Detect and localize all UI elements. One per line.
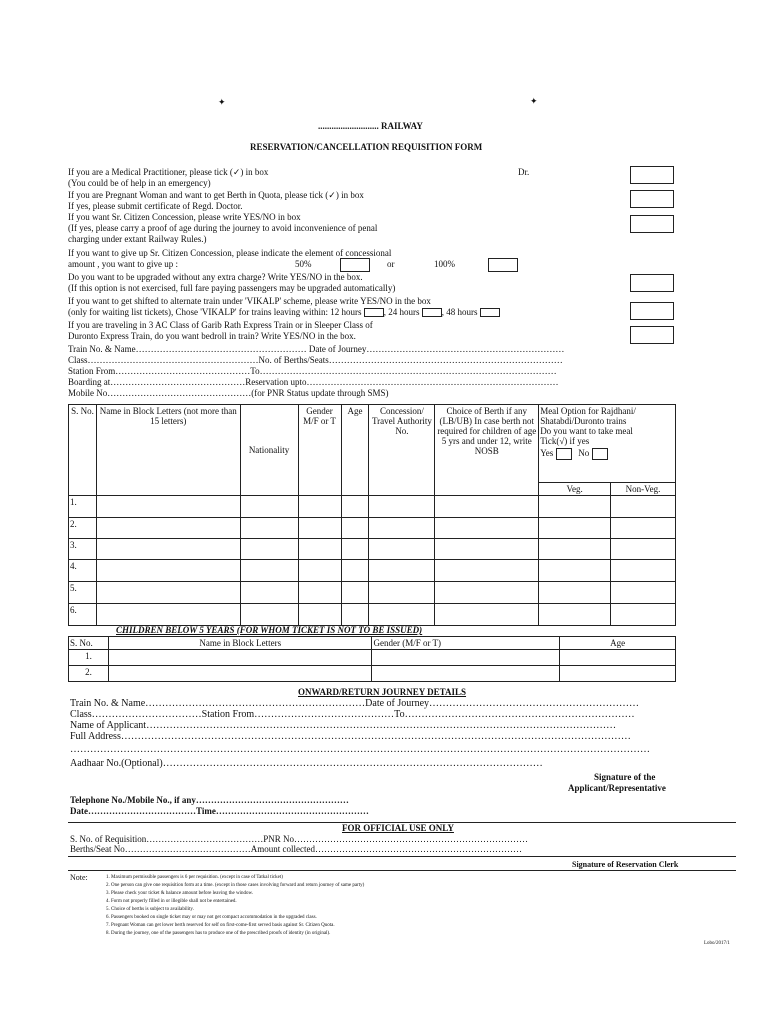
onward-train-date-field[interactable]: Train No. & Name…………………………………………………………Date of Journey……………………………………………………… — [70, 698, 640, 709]
q-bedroll-line2: Duronto Express Train, do you want bedroll in train? Write YES/NO in the box. — [68, 331, 356, 341]
row-number: 5. — [69, 582, 97, 604]
cell-berth[interactable] — [435, 518, 539, 539]
q-pregnant-line2: If yes, please submit certificate of Regd. Doctor. — [68, 201, 243, 211]
official-bottom-divider — [68, 856, 736, 857]
cell-nonveg[interactable] — [611, 582, 676, 604]
cell-veg[interactable] — [539, 518, 611, 539]
row-number: 2. — [69, 518, 97, 539]
cell-berth[interactable] — [435, 539, 539, 560]
meal-header-line1: Meal Option for Rajdhani/ — [540, 406, 636, 416]
senior-citizen-box[interactable] — [630, 215, 674, 233]
q-bedroll-line1: If you are traveling in 3 AC Class of Garib Rath Express Train or in Sleeper Class of — [68, 320, 373, 330]
note-item: 4. Form not properly filled in or illegible shall not be entertained. — [106, 899, 237, 904]
q-vikalp-12h-label: (only for waiting list tickets), Chose 'VIKALP' for trains leaving within: 12 hours — [68, 307, 362, 317]
clerk-signature-label: Signature of Reservation Clerk — [572, 860, 679, 869]
cell-nationality[interactable] — [240, 539, 298, 560]
cell-gender[interactable] — [298, 582, 341, 604]
q-senior-line3: charging under extant Railway Rules.) — [68, 234, 207, 244]
official-requisition-pnr-field: S. No. of Requisition…………………………………PNR No…………………………………………………………………… — [70, 834, 529, 844]
q-giveup-100-label: 100% — [434, 259, 455, 269]
children-col-gender-header: Gender (M/F or T) — [372, 637, 560, 650]
journey-boarding-field[interactable]: Boarding at………………………………………Reservation upto………………………………………………………………………… — [68, 377, 559, 387]
cell-veg[interactable] — [539, 560, 611, 582]
passenger-row — [69, 604, 676, 626]
vikalp-12h-box[interactable] — [364, 308, 384, 317]
children-row — [69, 650, 676, 666]
note-item: 3. Please check your ticket & balance amount before leaving the window. — [106, 891, 253, 896]
cell-nationality[interactable] — [240, 518, 298, 539]
q-medical-line1: If you are a Medical Practitioner, please tick (✓) in box — [68, 167, 269, 177]
applicant-signature-label1: Signature of the — [594, 772, 656, 782]
official-section-title: FOR OFFICIAL USE ONLY — [342, 823, 454, 833]
cell-age[interactable] — [560, 666, 676, 682]
vikalp-24h-box[interactable] — [422, 308, 442, 317]
q-vikalp-24h-label: , 24 hours — [383, 307, 420, 317]
giveup-100-box[interactable] — [488, 258, 518, 272]
q-senior-line2: (If yes, please carry a proof of age during the journey to avoid inconvenience of penal — [68, 223, 378, 233]
cell-nonveg[interactable] — [611, 518, 676, 539]
cell-gender[interactable] — [372, 666, 560, 682]
applicant-name-field[interactable]: Name of Applicant…………………………………………………………………………………………………………………………… — [70, 720, 617, 731]
form-code: Lobo/2017/1 — [704, 941, 730, 946]
cell-berth[interactable] — [435, 604, 539, 626]
col-nationality-header: Nationality — [240, 405, 298, 496]
q-medical-line2: (You could be of help in an emergency) — [68, 178, 211, 188]
cell-name[interactable] — [96, 496, 240, 518]
cell-gender[interactable] — [298, 518, 341, 539]
cell-gender[interactable] — [298, 560, 341, 582]
cell-nonveg[interactable] — [611, 604, 676, 626]
cell-berth[interactable] — [435, 496, 539, 518]
q-giveup-line1: If you want to give up Sr. Citizen Concession, please indicate the element of concessional — [68, 248, 392, 258]
cell-name[interactable] — [96, 560, 240, 582]
stray-mark: ✦ — [530, 96, 538, 106]
cell-name[interactable] — [96, 539, 240, 560]
cell-name[interactable] — [108, 650, 372, 666]
col-concession-header: Concession/ Travel Authority No. — [369, 405, 435, 496]
col-name-header: Name in Block Letters (not more than 15 letters) — [96, 405, 240, 496]
col-meal-header — [539, 405, 676, 483]
q-giveup-or: or — [387, 259, 395, 269]
note-item: 7. Pregnant Woman can get lower berth reserved for self on first-come-first served basis against Sr. Citizen Quota. — [106, 923, 335, 928]
children-col-sno-header: S. No. — [69, 637, 109, 650]
children-col-name-header: Name in Block Letters — [108, 637, 372, 650]
meal-no-label: No — [578, 448, 590, 459]
cell-veg[interactable] — [539, 496, 611, 518]
q-vikalp-48h-label: , 48 hours — [441, 307, 478, 317]
q-upgrade-line2: (If this option is not exercised, full fare paying passengers may be upgraded automatically) — [68, 283, 396, 293]
q-vikalp-line1: If you want to get shifted to alternate train under 'VIKALP' scheme, please write YES/NO in the box — [68, 296, 431, 306]
date-time-field[interactable]: Date………………………………Time…………………………………………… — [70, 806, 369, 816]
applicant-signature-label2: Applicant/Representative — [568, 783, 666, 793]
row-number: 6. — [69, 604, 97, 626]
stray-mark: ✦ — [218, 97, 226, 107]
q-upgrade-line1: Do you want to be upgraded without any extra charge? Write YES/NO in the box. — [68, 272, 363, 282]
note-item: 8. During the journey, one of the passengers has to produce one of the prescribed proofs of identity (in original). — [106, 931, 331, 936]
cell-nationality[interactable] — [240, 604, 298, 626]
passenger-row — [69, 560, 676, 582]
meal-yes-no-row — [540, 448, 674, 460]
col-berth-header: Choice of Berth if any (LB/UB) In case berth not required for children of age 5 yrs and under 12, write NOSB — [435, 405, 539, 496]
children-col-age-header: Age — [560, 637, 676, 650]
cell-nonveg[interactable] — [611, 496, 676, 518]
children-table — [68, 636, 676, 682]
cell-nonveg[interactable] — [611, 560, 676, 582]
row-number: 1. — [69, 496, 97, 518]
cell-nationality[interactable] — [240, 496, 298, 518]
cell-veg[interactable] — [539, 604, 611, 626]
cell-name[interactable] — [108, 666, 372, 682]
cell-concession[interactable] — [369, 539, 435, 560]
aadhaar-field[interactable]: Aadhaar No.(Optional)…………………………………………………………………………………………………… — [70, 758, 543, 769]
cell-name[interactable] — [96, 518, 240, 539]
meal-yes-box[interactable] — [556, 448, 572, 460]
cell-concession[interactable] — [369, 518, 435, 539]
bedroll-box[interactable] — [630, 326, 674, 344]
q-medical-dr: Dr. — [518, 167, 530, 177]
passenger-row — [69, 496, 676, 518]
pregnant-woman-box[interactable] — [630, 190, 674, 208]
cell-nationality[interactable] — [240, 582, 298, 604]
children-row — [69, 666, 676, 682]
journey-class-berths-field[interactable]: Class…………………………………………………No. of Berths/Seats…………………………………………………………………… — [68, 355, 563, 365]
cell-nonveg[interactable] — [611, 539, 676, 560]
full-address-field[interactable]: Full Address……………………………………………………………………………………………………………………………………… — [70, 731, 631, 742]
cell-age[interactable] — [341, 496, 369, 518]
cell-name[interactable] — [96, 604, 240, 626]
note-item: 6. Passengers booked on single ticket may or may not get compact accommodation in the upgraded class. — [106, 915, 317, 920]
cell-gender[interactable] — [372, 650, 560, 666]
col-gender-header: Gender M/F or T — [298, 405, 341, 496]
children-section-title: CHILDREN BELOW 5 YEARS (FOR WHOM TICKET IS NOT TO BE ISSUED) — [116, 625, 423, 635]
row-number: 3. — [69, 539, 97, 560]
cell-age[interactable] — [341, 518, 369, 539]
meal-header-line3: Do you want to take meal — [540, 426, 633, 436]
cell-concession[interactable] — [369, 604, 435, 626]
cell-veg[interactable] — [539, 582, 611, 604]
row-number: 1. — [69, 650, 109, 666]
q-senior-line1: If you want Sr. Citizen Concession, please write YES/NO in box — [68, 212, 301, 222]
note-item: 1. Maximum permissible passengers is 6 per requisition. (except in case of Tatkal ticket) — [106, 875, 283, 880]
note-item: 2. One person can give one requisition form at a time. (except in those cases involving forward and return journey of same party) — [106, 883, 365, 888]
cell-concession[interactable] — [369, 560, 435, 582]
railway-heading: ........................... RAILWAY — [318, 121, 423, 131]
journey-station-field[interactable]: Station From………………………………………To……………………………………………………………………………………… — [68, 366, 557, 376]
full-address-field-line2[interactable]: ………………………………………………………………………………………………………………………………………………………… — [70, 744, 650, 755]
cell-berth[interactable] — [435, 560, 539, 582]
cell-gender[interactable] — [298, 604, 341, 626]
passenger-row — [69, 539, 676, 560]
cell-gender[interactable] — [298, 496, 341, 518]
vikalp-48h-box[interactable] — [480, 308, 500, 317]
medical-practitioner-box[interactable] — [630, 166, 674, 184]
q-giveup-line2: amount , you want to give up : — [68, 259, 178, 269]
q-pregnant-line1: If you are Pregnant Woman and want to get Berth in Quota, please tick (✓) in box — [68, 190, 364, 200]
journey-train-date-field[interactable]: Train No. & Name………………………………………………… Date of Journey………………………………………………………… — [68, 344, 565, 354]
onward-section-title: ONWARD/RETURN JOURNEY DETAILS — [298, 687, 467, 697]
meal-yes-label: Yes — [540, 448, 554, 459]
cell-veg[interactable] — [539, 539, 611, 560]
meal-header-line2: Shatabdi/Duronto trains — [540, 416, 627, 426]
cell-age[interactable] — [341, 604, 369, 626]
cell-name[interactable] — [96, 582, 240, 604]
meal-header-line4: Tick(√) if yes — [540, 436, 590, 446]
passenger-row — [69, 518, 676, 539]
giveup-50-box[interactable] — [340, 258, 370, 272]
journey-mobile-field[interactable]: Mobile No…………………………………………(for PNR Status update through SMS) — [68, 388, 389, 398]
official-berths-amount-field: Berths/Seat No……………………………………Amount collected…………………………………………………………… — [70, 844, 522, 854]
col-nonveg-header: Non-Veg. — [611, 483, 676, 496]
passenger-row — [69, 582, 676, 604]
passenger-table — [68, 404, 676, 626]
vikalp-box[interactable] — [630, 302, 674, 320]
notes-label: Note: — [70, 873, 88, 882]
upgrade-box[interactable] — [630, 274, 674, 292]
notes-divider — [68, 870, 736, 871]
row-number: 2. — [69, 666, 109, 682]
col-veg-header: Veg. — [539, 483, 611, 496]
cell-age[interactable] — [341, 582, 369, 604]
telephone-field[interactable]: Telephone No./Mobile No., if any…………………………………………… — [70, 795, 349, 805]
q-giveup-50-label: 50% — [295, 259, 312, 269]
onward-class-station-field[interactable]: Class……………………………Station From……………………………………To…………………………………………………………… — [70, 709, 635, 720]
cell-age[interactable] — [341, 539, 369, 560]
row-number: 4. — [69, 560, 97, 582]
form-title: RESERVATION/CANCELLATION REQUISITION FORM — [250, 142, 483, 152]
cell-age[interactable] — [341, 560, 369, 582]
cell-concession[interactable] — [369, 582, 435, 604]
cell-concession[interactable] — [369, 496, 435, 518]
note-item: 5. Choice of berths is subject to availability. — [106, 907, 194, 912]
cell-age[interactable] — [560, 650, 676, 666]
cell-nationality[interactable] — [240, 560, 298, 582]
q-vikalp-line2 — [68, 307, 500, 317]
cell-berth[interactable] — [435, 582, 539, 604]
col-age-header: Age — [341, 405, 369, 496]
meal-no-box[interactable] — [592, 448, 608, 460]
cell-gender[interactable] — [298, 539, 341, 560]
col-sno-header: S. No. — [69, 405, 97, 496]
